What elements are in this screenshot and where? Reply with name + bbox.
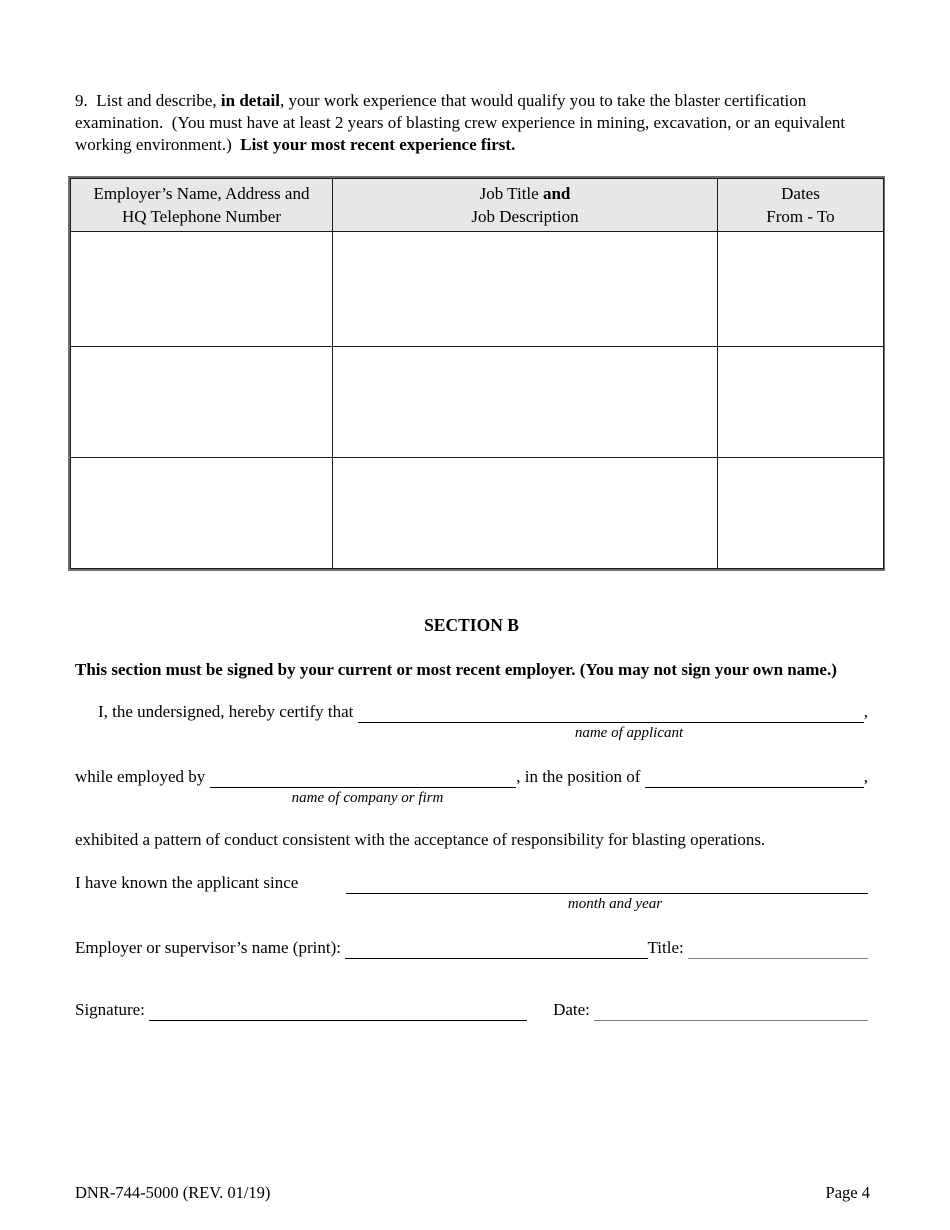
employer-name-line <box>75 937 868 959</box>
signature-blank[interactable] <box>149 1000 527 1021</box>
month-year-caption: month and year <box>567 896 663 912</box>
print-name-label: Employer or supervisor’s name (print): <box>75 938 346 957</box>
table-header-row <box>71 179 884 232</box>
col-header-job <box>333 179 718 232</box>
col-header-employer <box>71 179 333 232</box>
applicant-name-blank[interactable] <box>358 702 864 723</box>
job-cell-3[interactable] <box>333 458 718 569</box>
employed-line-text1: while employed by <box>75 767 210 786</box>
print-name-blank[interactable] <box>345 938 647 959</box>
section-b-heading: SECTION B <box>424 615 519 635</box>
title-blank[interactable] <box>688 938 868 959</box>
job-cell-2[interactable] <box>333 347 718 458</box>
employer-cell-2[interactable] <box>71 347 333 458</box>
col-header-dates-line2: From - To <box>766 207 835 226</box>
known-since-blank[interactable] <box>346 873 868 894</box>
col-header-job-line2: Job Description <box>471 207 579 226</box>
certify-line-comma: , <box>863 702 868 721</box>
employer-cell-3[interactable] <box>71 458 333 569</box>
col-header-dates-line1: Dates <box>781 184 820 203</box>
question-9-bold-recent: List your most recent experience first. <box>240 135 516 154</box>
job-cell-1[interactable] <box>333 232 718 347</box>
date-blank[interactable] <box>594 1000 868 1021</box>
table-row <box>71 232 884 347</box>
certify-line <box>75 701 868 723</box>
applicant-name-caption: name of applicant <box>574 725 684 741</box>
dates-cell-1[interactable] <box>718 232 884 347</box>
table-row <box>71 347 884 458</box>
table-row <box>71 458 884 569</box>
section-b-intro: This section must be signed by your current or most recent employer. (You may not sign your own name.) <box>75 660 837 679</box>
col-header-job-line1: Job Title <box>479 184 543 203</box>
page-number: Page 4 <box>825 1183 870 1202</box>
form-number: DNR-744-5000 (REV. 01/19) <box>75 1183 271 1202</box>
employer-cell-1[interactable] <box>71 232 333 347</box>
col-header-employer-line1: Employer’s Name, Address and <box>93 184 310 203</box>
dates-cell-2[interactable] <box>718 347 884 458</box>
title-label: Title: <box>647 938 688 957</box>
question-9-text-mid: , your work experience that would qualify you to take the blaster certification examination. (You must have at least 2 years of blasting crew experience in mining, excavation, or an equivalent working environment.) <box>75 91 850 154</box>
signature-line <box>75 999 868 1021</box>
company-name-caption: name of company or firm <box>291 790 444 806</box>
known-since-text: I have known the applicant since <box>75 873 299 892</box>
signature-label: Signature: <box>75 1000 150 1019</box>
employed-line <box>75 766 868 788</box>
col-header-employer-line2: HQ Telephone Number <box>121 207 281 226</box>
page-footer <box>75 1183 870 1203</box>
employed-line-text2: , in the position of <box>516 767 645 786</box>
question-9 <box>75 90 868 156</box>
col-header-job-bold: and <box>542 184 571 203</box>
employed-line-comma: , <box>863 767 868 786</box>
question-9-text: 9. List and describe, <box>75 91 221 110</box>
col-header-dates <box>718 179 884 232</box>
position-blank[interactable] <box>645 767 864 788</box>
conduct-line: exhibited a pattern of conduct consistent with the acceptance of responsibility for blasting operations. <box>75 830 766 849</box>
dates-cell-3[interactable] <box>718 458 884 569</box>
certify-line-text: I, the undersigned, hereby certify that <box>98 702 358 721</box>
date-label: Date: <box>553 1000 595 1019</box>
experience-table <box>68 176 885 571</box>
known-since-line <box>75 872 868 894</box>
company-name-blank[interactable] <box>210 767 517 788</box>
question-9-bold-detail: in detail <box>220 91 280 110</box>
